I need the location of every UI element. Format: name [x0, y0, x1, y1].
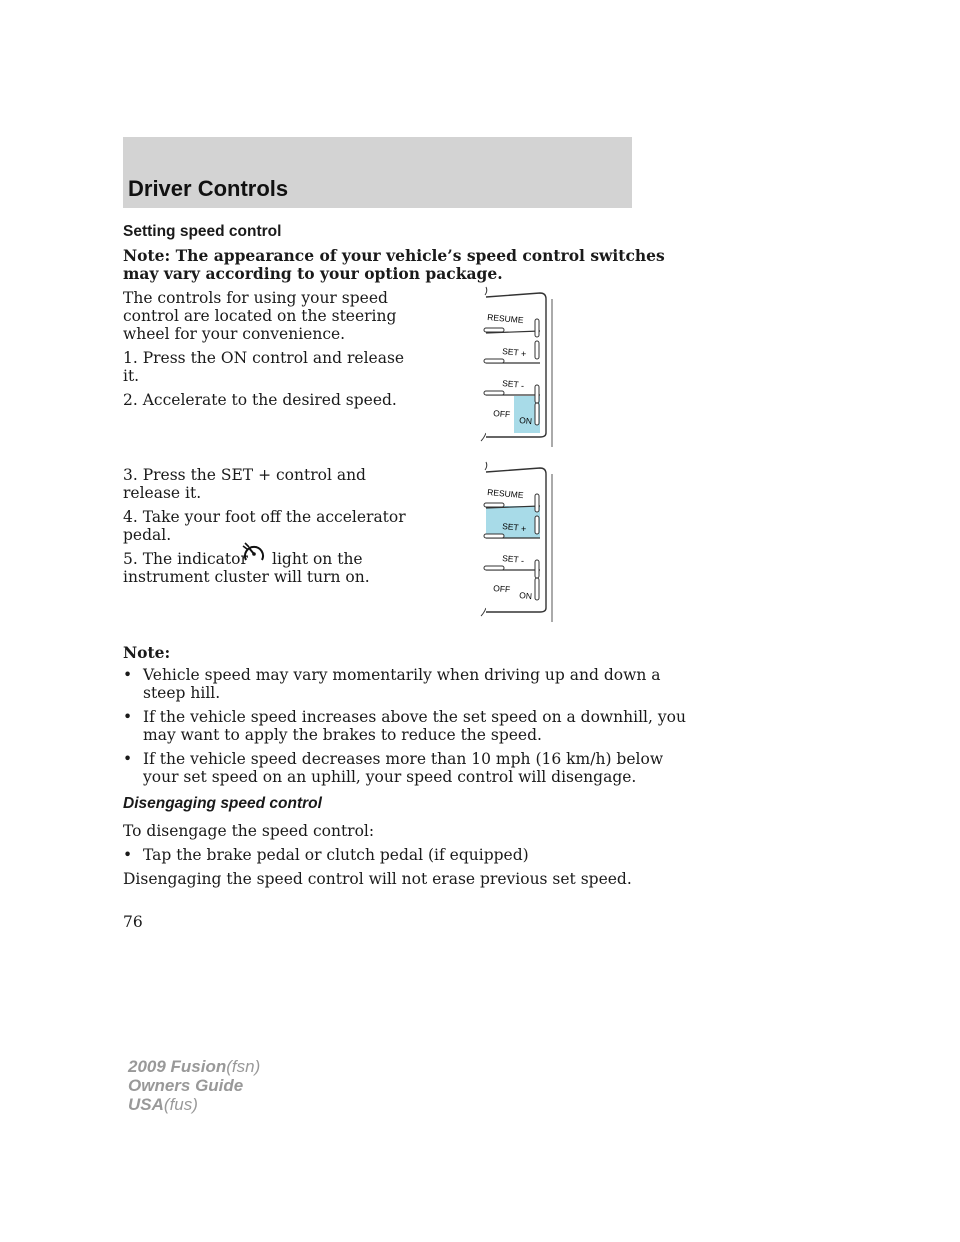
footer-model: 2009 Fusion [128, 1057, 227, 1076]
step-3-line-1: 3. Press the SET + control and [123, 466, 366, 484]
set-minus-label: SET [501, 378, 520, 390]
intro-line-2: control are located on the steering [123, 307, 397, 325]
page-number: 76 [123, 913, 143, 931]
bullet-1-line-1: Vehicle speed may vary momentarily when driving up and down a [143, 666, 661, 684]
plus-label: + [521, 524, 527, 534]
minus-label: - [521, 556, 524, 566]
step-2-line-1: 2. Accelerate to the desired speed. [123, 391, 397, 409]
section-header-title: Driver Controls [128, 176, 289, 201]
set-minus-label: SET [501, 553, 520, 565]
note-label: Note: [123, 643, 171, 662]
resume-label: RESUME [486, 312, 524, 326]
step-3-line-2: release it. [123, 484, 202, 502]
bullet-icon: • [123, 666, 133, 684]
step-4-line-2: pedal. [123, 526, 172, 544]
disengage-bullet: Tap the brake pedal or clutch pedal (if equipped) [143, 846, 529, 864]
step-5-line-1-before: 5. The indicator [123, 550, 248, 568]
intro-line-3: wheel for your convenience. [123, 325, 346, 343]
step-4-line-1: 4. Take your foot off the accelerator [123, 508, 406, 526]
step-5-line-1-after: light on the [272, 550, 363, 568]
minus-label: - [521, 381, 524, 391]
disengage-note: Disengaging the speed control will not erase previous set speed. [123, 870, 632, 888]
intro-line-1: The controls for using your speed [123, 289, 388, 307]
footer-guide: Owners Guide [128, 1076, 244, 1095]
bullet-3-line-1: If the vehicle speed decreases more than 10 mph (16 km/h) below [143, 750, 664, 768]
plus-label: + [521, 349, 527, 359]
footer-region-code: (fus) [163, 1095, 198, 1114]
note-line-1: Note: The appearance of your vehicle’s speed control switches [123, 246, 665, 265]
off-label: OFF [492, 583, 511, 595]
footer-region: USA [128, 1095, 164, 1114]
bullet-3-line-2: your set speed on an uphill, your speed control will disengage. [143, 768, 637, 786]
set-plus-label: SET [501, 346, 520, 358]
bullet-2-line-2: may want to apply the brakes to reduce the speed. [143, 726, 542, 744]
on-label: ON [518, 415, 533, 427]
speed-control-indicator-icon [240, 540, 268, 564]
step-1-line-1: 1. Press the ON control and release [123, 349, 405, 367]
set-plus-label: SET [501, 521, 520, 533]
note-line-2: may vary according to your option package. [123, 264, 503, 283]
speed-control-switch-figure-on [478, 285, 558, 450]
speed-control-switch-figure-set [478, 460, 558, 625]
section-title: Setting speed control [123, 223, 282, 240]
bullet-1-line-2: steep hill. [143, 684, 221, 702]
step-5-line-2: instrument cluster will turn on. [123, 568, 370, 586]
on-label: ON [518, 590, 533, 602]
disengage-heading: Disengaging speed control [123, 795, 322, 812]
footer-line-3 [128, 1095, 198, 1114]
bullet-2-line-1: If the vehicle speed increases above the set speed on a downhill, you [143, 708, 686, 726]
bullet-icon: • [123, 708, 133, 726]
resume-label: RESUME [486, 487, 524, 501]
footer-line-1 [128, 1057, 260, 1076]
footer-model-code: (fsn) [226, 1057, 261, 1076]
disengage-intro: To disengage the speed control: [123, 822, 375, 840]
bullet-icon: • [123, 750, 133, 768]
footer-line-2 [128, 1076, 243, 1095]
bullet-icon: • [123, 846, 133, 864]
step-1-line-2: it. [123, 367, 140, 385]
off-label: OFF [492, 408, 511, 420]
